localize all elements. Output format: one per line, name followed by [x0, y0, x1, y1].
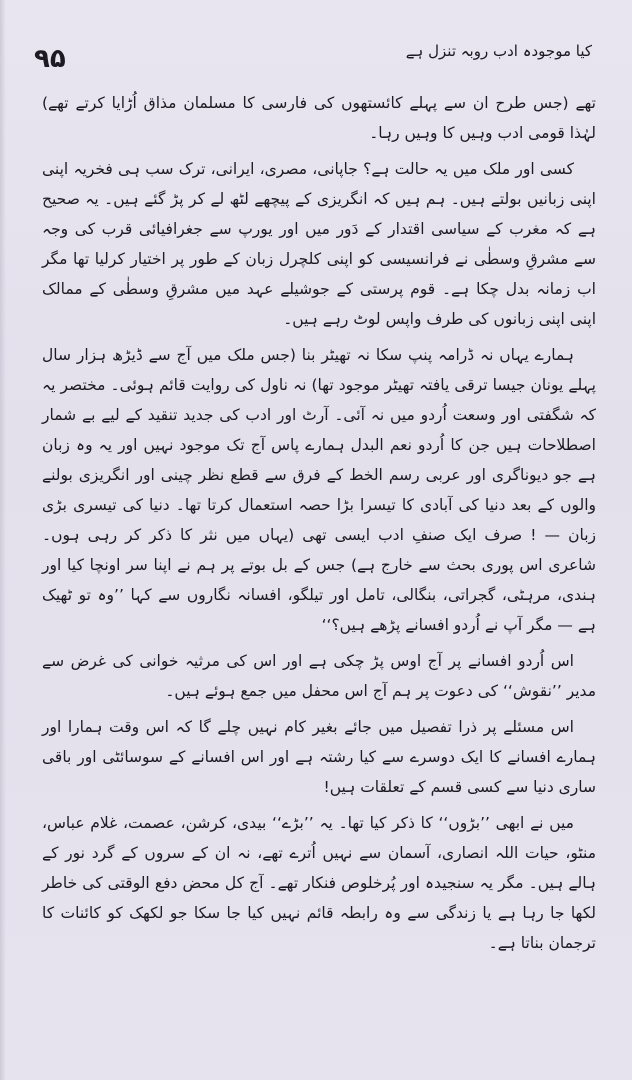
paragraph-2: کسی اور ملک میں یہ حالت ہے؟ جاپانی، مصری، ایرانی، ترک سب ہی فخریہ اپنی اپنی زبانیں بولتے ہیں۔ ہم ہیں کہ انگریزی کے پیچھے لٹھ لے کر پڑ گئے ہیں۔ یہ صحیح ہے کہ مغرب کے سیاسی اقتدار کے دَور میں اور یورپ سے جغرافیائی قرب کی وجہ سے مشرقِ وسطٰی نے فرانسیسی کو اپنی کلچرل زبان کے طور پر اختیار کرلیا تھا مگر اب زمانہ بدل چکا ہے۔ قوم پرستی کے جوشیلے عہد میں مشرقِ وسطٰی کے ممالک اپنی اپنی زبانوں کی طرف واپس لوٹ رہے ہیں۔: [42, 160, 596, 328]
paragraph-3: ہمارے یہاں نہ ڈرامہ پنپ سکا نہ تھیٹر بنا (جس ملک میں آج سے ڈیڑھ ہزار سال پہلے یونان جیسا ترقی یافتہ تھیٹر موجود تھا) نہ ناول کی روایت قائم ہوئی۔ مختصر یہ کہ شگفتی اور وسعت اُردو میں نہ آئی۔ آرٹ اور ادب کی جدید تنقید کے لیے بے شمار اصطلاحات ہیں جن کا اُردو نعم البدل ہمارے پاس آج تک موجود نہیں اور یہ وہ زبان ہے جو دیوناگری اور عربی رسم الخط کے فرق سے قطع نظر چینی اور انگریزی بولنے والوں کے بعد دنیا کی آبادی کا تیسرا بڑا حصہ استعمال کرتا تھا۔ دنیا کی تیسری بڑی زبان — ! صرف ایک صنفِ ادب ایسی تھی (یہاں میں نثر کا ذکر کر رہی ہوں۔ شاعری اس پوری بحث سے خارج ہے) جس کے بل بوتے پر ہم نے اپنا سر اونچا کیا اور ہندی، مرہٹی، گجراتی، بنگالی، تامل اور تیلگو، افسانہ نگاروں سے کہا ’’وہ تو ٹھیک ہے — مگر آپ نے اُردو افسانے پڑھے ہیں؟‘‘: [42, 346, 596, 634]
paragraph-4: اس اُردو افسانے پر آج اوس پڑ چکی ہے اور اس کی مرثیہ خوانی کی غرض سے مدیر ’’نقوش‘‘ کی دعوت پر ہم آج اس محفل میں جمع ہوئے ہیں۔: [42, 652, 596, 700]
page-binding-shadow: [0, 0, 6, 1080]
running-title: کیا موجودہ ادب روبہ تنزل ہے: [405, 42, 592, 60]
paragraph-1: تھے (جس طرح ان سے پہلے کائستھوں کی فارسی کا مسلمان مذاق اُڑایا کرتے تھے) لہٰذا قومی ادب وہیں کا وہیں رہا۔: [42, 94, 596, 142]
page-body: [42, 88, 596, 964]
paragraph-6: میں نے ابھی ’’بڑوں‘‘ کا ذکر کیا تھا۔ یہ ’’بڑے‘‘ بیدی، کرشن، عصمت، غلام عباس، منٹو، حیات اللہ انصاری، آسمان سے نہیں اُترے تھے، نہ ان کے سروں کے گرد نور کے ہالے ہیں۔ مگر یہ سنجیدہ اور پُرخلوص فنکار تھے۔ آج کل محض دفع الوقتی کی خاطر لکھا جا رہا ہے یا زندگی سے وہ رابطہ قائم نہیں کیا جا سکا جو لکھک کو کائنات کا ترجمان بناتا ہے۔: [42, 814, 596, 952]
paragraph-5: اس مسئلے پر ذرا تفصیل میں جائے بغیر کام نہیں چلے گا کہ اس وقت ہمارا اور ہمارے افسانے کا ایک دوسرے سے کیا رشتہ ہے اور اس افسانے کے سوسائٹی اور باقی ساری دنیا سے کسی قسم کے تعلقات ہیں!: [42, 718, 596, 796]
page-number: ۹۵: [34, 44, 66, 74]
